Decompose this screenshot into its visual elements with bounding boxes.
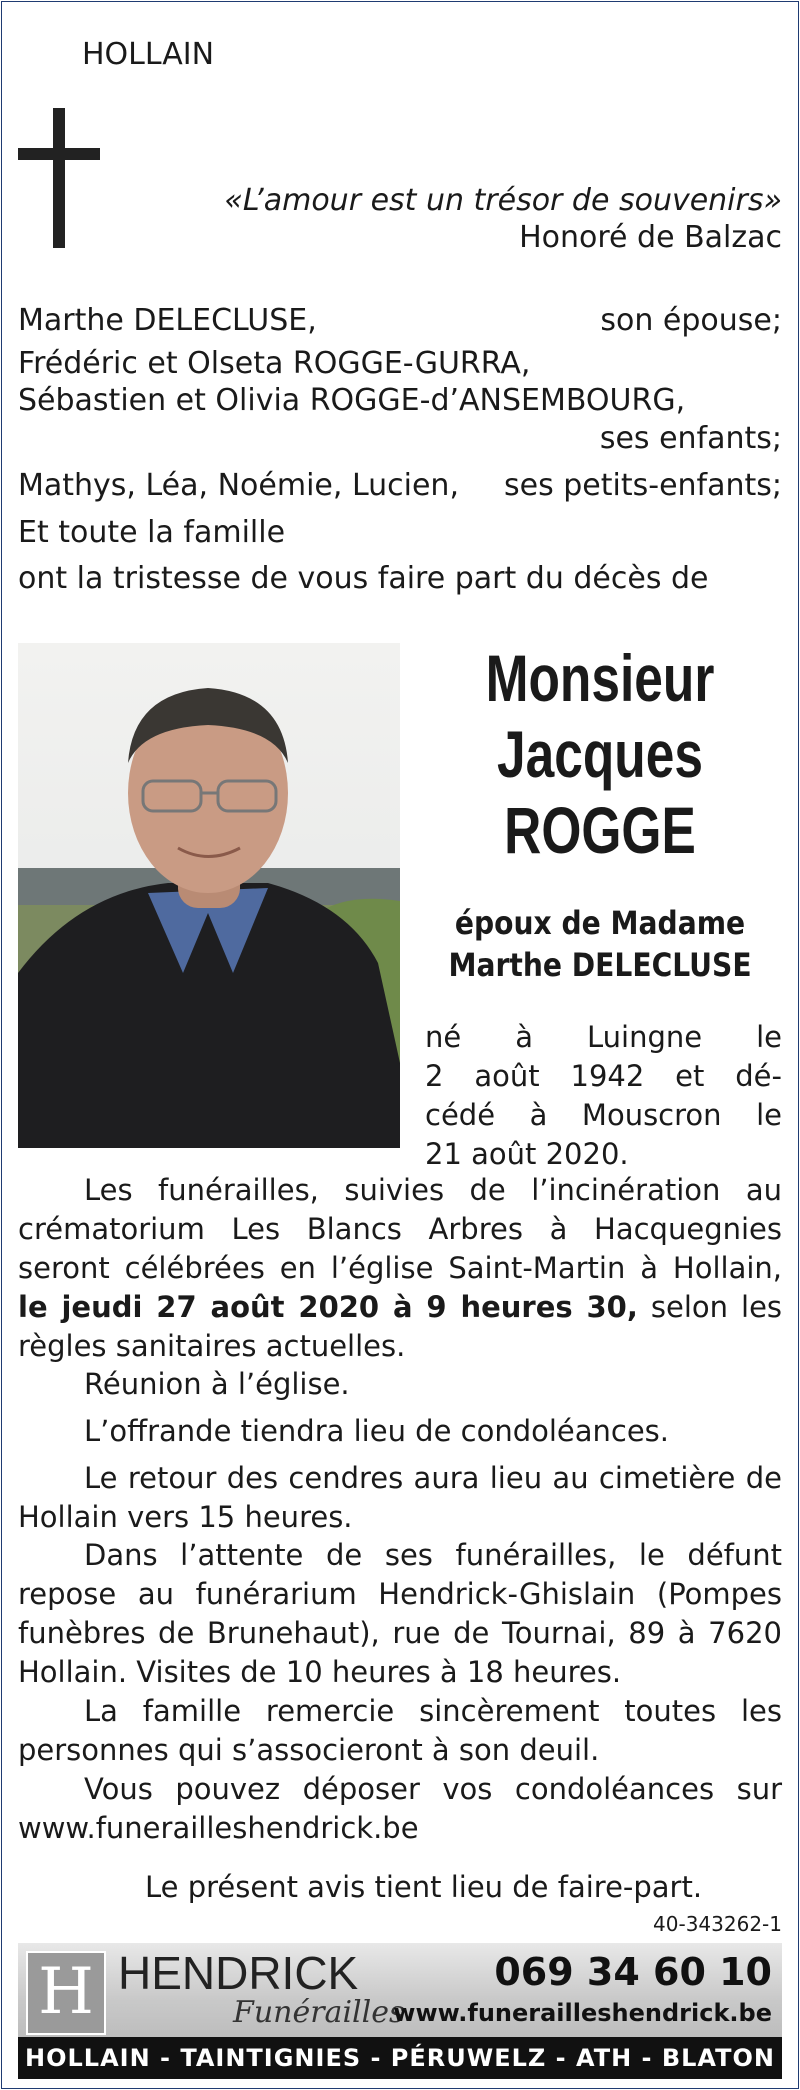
child-2: Sébastien et Olivia ROGGE-d’ANSEMBOURG,: [18, 383, 686, 418]
spouse-role: son épouse;: [600, 303, 782, 338]
deceased-last-name: ROGGE: [504, 793, 696, 867]
funeral-home-ad: [18, 1943, 782, 2037]
portrait-photo: [18, 643, 400, 1148]
funeral-date: le jeudi 27 août 2020 à 9 heures 30,: [18, 1290, 638, 1324]
spouse-name: Marthe DELECLUSE,: [18, 303, 317, 338]
cross-icon: [53, 108, 65, 248]
grandchildren-role: ses petits-enfants;: [504, 468, 782, 503]
spouse-line-1: époux de Madame: [454, 904, 746, 942]
funeral-home-logo: H: [26, 1951, 106, 2035]
faire-part-text: Le présent avis tient lieu de faire-part.: [145, 1870, 703, 1904]
locations-bar: HOLLAIN - TAINTIGNIES - PÉRUWELZ - ATH - BLATON: [18, 2037, 782, 2079]
death-line-1: cédé à Mouscron le: [425, 1098, 782, 1132]
announce-text: ont la tristesse de vous faire part du décès de: [18, 561, 709, 596]
funeral-home-brand: HENDRICK: [118, 1947, 359, 1999]
grandchildren: Mathys, Léa, Noémie, Lucien,: [18, 468, 459, 503]
death-line-2: 21 août 2020.: [425, 1137, 629, 1171]
spouse-line-2: Marthe DELECLUSE: [448, 946, 752, 984]
funeral-paragraph: [18, 1171, 782, 1366]
birth-line-1: né à Luingne le: [425, 1020, 782, 1054]
funeral-text-a: Les funérailles, suivies de l’incinération au crématorium Les Blancs Arbres à Hacquegnies seront célébrées en l’église Saint-Martin à Hollain,: [18, 1173, 782, 1285]
offrande-text: L’offrande tiendra lieu de condoléances.: [84, 1414, 670, 1448]
funeral-text-b: selon les règles sanitaires actuelles.: [18, 1290, 783, 1363]
attente-text: Dans l’attente de ses funérailles, le défunt repose au funérarium Hendrick-Ghislain (Pompes funèbres de Brunehaut), rue de Tournai, 89 à 7620 Hollain. Visites de 10 heures à 18 heures.: [18, 1538, 782, 1689]
cendres-text: Le retour des cendres aura lieu au cimetière de Hollain vers 15 heures.: [18, 1461, 782, 1534]
condoleances-text: Vous pouvez déposer vos condoléances sur www.funerailleshendrick.be: [18, 1772, 782, 1845]
phone-number: 069 34 60 10: [494, 1950, 772, 1994]
locality: HOLLAIN: [82, 37, 215, 72]
reference-number: 40-343262-1: [653, 1912, 782, 1936]
deceased-title: Monsieur: [485, 641, 715, 715]
remerciements-text: La famille remercie sincèrement toutes les personnes qui s’associeront à son deuil.: [18, 1694, 782, 1767]
deceased-first-name: Jacques: [496, 717, 704, 791]
birth-line-2: 2 août 1942 et dé-: [425, 1059, 782, 1093]
website-link[interactable]: www.funerailleshendrick.be: [393, 1999, 772, 2027]
children-role: ses enfants;: [599, 421, 782, 456]
reunion-text: Réunion à l’église.: [84, 1367, 350, 1401]
quote-text: «L’amour est un trésor de souvenirs»: [224, 183, 782, 218]
quote-author: Honoré de Balzac: [519, 220, 782, 255]
funeral-home-tagline: Funérailles: [233, 1995, 405, 2030]
whole-family: Et toute la famille: [18, 515, 286, 550]
cross-icon-bar: [18, 148, 100, 160]
child-1: Frédéric et Olseta ROGGE-GURRA,: [18, 346, 531, 381]
